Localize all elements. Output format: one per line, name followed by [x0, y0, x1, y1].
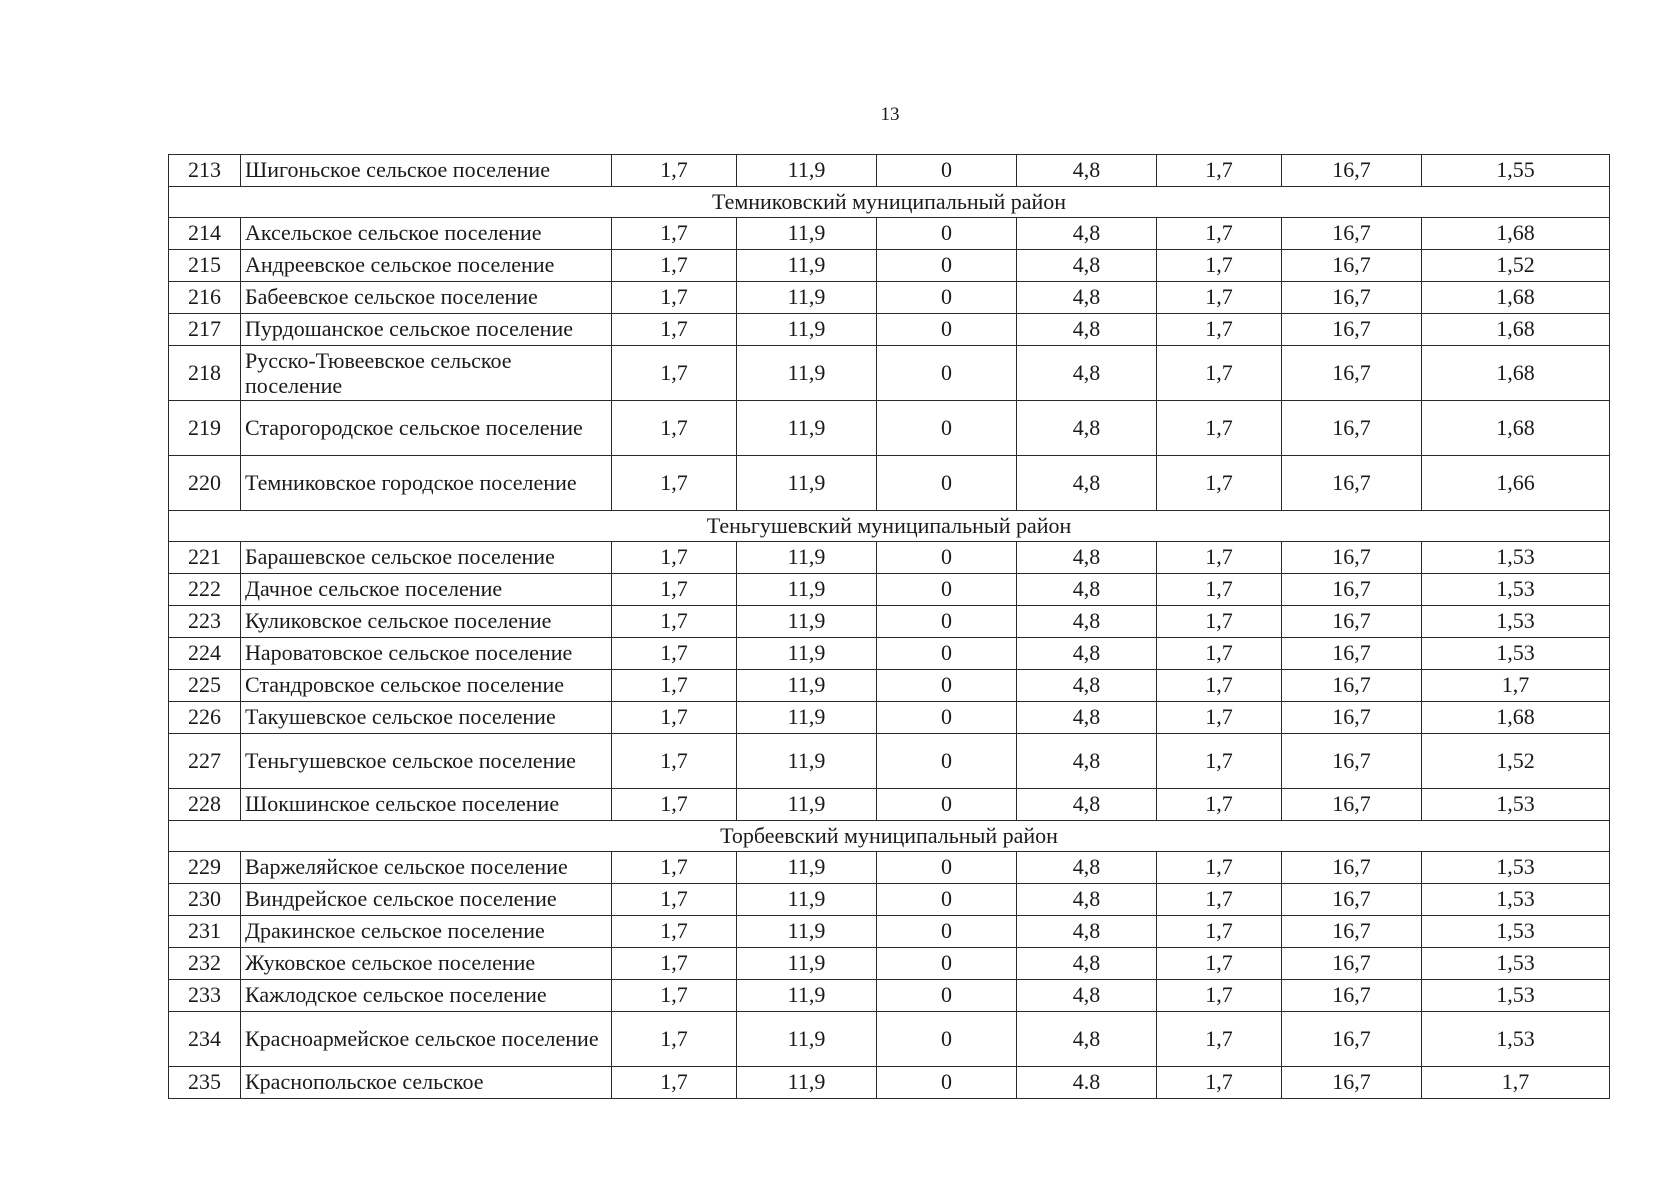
row-number: 220	[169, 456, 241, 511]
value-cell-6: 16,7	[1282, 574, 1422, 606]
value-cell-4: 4,8	[1017, 155, 1157, 187]
settlement-name: Дачное сельское поселение	[241, 574, 612, 606]
row-number: 230	[169, 884, 241, 916]
value-cell-2: 11,9	[737, 670, 877, 702]
value-cell-1: 1,7	[612, 218, 737, 250]
value-cell-3: 0	[877, 218, 1017, 250]
value-cell-3: 0	[877, 948, 1017, 980]
settlement-name: Барашевское сельское поселение	[241, 542, 612, 574]
settlement-name: Такушевское сельское поселение	[241, 702, 612, 734]
district-section-row	[169, 821, 1610, 852]
table-row	[169, 948, 1610, 980]
value-cell-6: 16,7	[1282, 670, 1422, 702]
value-cell-6: 16,7	[1282, 346, 1422, 401]
value-cell-5: 1,7	[1157, 948, 1282, 980]
row-number: 228	[169, 789, 241, 821]
table-container	[168, 154, 1609, 1099]
row-number: 215	[169, 250, 241, 282]
value-cell-1: 1,7	[612, 456, 737, 511]
value-cell-2: 11,9	[737, 606, 877, 638]
value-cell-4: 4,8	[1017, 346, 1157, 401]
row-number: 221	[169, 542, 241, 574]
value-cell-7: 1,68	[1422, 702, 1610, 734]
value-cell-1: 1,7	[612, 155, 737, 187]
value-cell-6: 16,7	[1282, 980, 1422, 1012]
row-number: 224	[169, 638, 241, 670]
value-cell-1: 1,7	[612, 948, 737, 980]
value-cell-1: 1,7	[612, 980, 737, 1012]
value-cell-4: 4,8	[1017, 852, 1157, 884]
row-number: 229	[169, 852, 241, 884]
value-cell-4: 4,8	[1017, 250, 1157, 282]
value-cell-5: 1,7	[1157, 670, 1282, 702]
value-cell-2: 11,9	[737, 574, 877, 606]
value-cell-5: 1,7	[1157, 346, 1282, 401]
settlement-name: Теньгушевское сельское поселение	[241, 734, 612, 789]
value-cell-2: 11,9	[737, 1012, 877, 1067]
value-cell-3: 0	[877, 916, 1017, 948]
settlement-name: Куликовское сельское поселение	[241, 606, 612, 638]
value-cell-3: 0	[877, 789, 1017, 821]
value-cell-6: 16,7	[1282, 282, 1422, 314]
value-cell-3: 0	[877, 456, 1017, 511]
value-cell-7: 1,52	[1422, 250, 1610, 282]
value-cell-1: 1,7	[612, 542, 737, 574]
value-cell-6: 16,7	[1282, 916, 1422, 948]
value-cell-7: 1,52	[1422, 734, 1610, 789]
data-table	[168, 154, 1610, 1099]
value-cell-6: 16,7	[1282, 250, 1422, 282]
value-cell-2: 11,9	[737, 702, 877, 734]
value-cell-3: 0	[877, 401, 1017, 456]
table-row	[169, 638, 1610, 670]
value-cell-5: 1,7	[1157, 702, 1282, 734]
value-cell-3: 0	[877, 852, 1017, 884]
settlement-name: Жуковское сельское поселение	[241, 948, 612, 980]
value-cell-5: 1,7	[1157, 456, 1282, 511]
value-cell-6: 16,7	[1282, 638, 1422, 670]
value-cell-7: 1,53	[1422, 852, 1610, 884]
row-number: 213	[169, 155, 241, 187]
value-cell-3: 0	[877, 574, 1017, 606]
settlement-name: Русско-Тювеевское сельское поселение	[241, 346, 612, 401]
row-number: 226	[169, 702, 241, 734]
value-cell-4: 4,8	[1017, 542, 1157, 574]
settlement-name: Темниковское городское поселение	[241, 456, 612, 511]
value-cell-1: 1,7	[612, 884, 737, 916]
value-cell-5: 1,7	[1157, 574, 1282, 606]
value-cell-6: 16,7	[1282, 401, 1422, 456]
value-cell-6: 16,7	[1282, 1067, 1422, 1099]
value-cell-4: 4,8	[1017, 789, 1157, 821]
value-cell-6: 16,7	[1282, 314, 1422, 346]
value-cell-1: 1,7	[612, 574, 737, 606]
value-cell-5: 1,7	[1157, 884, 1282, 916]
value-cell-7: 1,53	[1422, 789, 1610, 821]
row-number: 216	[169, 282, 241, 314]
table-row	[169, 218, 1610, 250]
value-cell-4: 4,8	[1017, 574, 1157, 606]
table-row	[169, 884, 1610, 916]
value-cell-4: 4,8	[1017, 314, 1157, 346]
value-cell-4: 4,8	[1017, 980, 1157, 1012]
value-cell-1: 1,7	[612, 401, 737, 456]
value-cell-6: 16,7	[1282, 606, 1422, 638]
table-row	[169, 314, 1610, 346]
value-cell-7: 1,68	[1422, 346, 1610, 401]
value-cell-3: 0	[877, 250, 1017, 282]
value-cell-5: 1,7	[1157, 401, 1282, 456]
value-cell-3: 0	[877, 702, 1017, 734]
value-cell-3: 0	[877, 542, 1017, 574]
value-cell-4: 4,8	[1017, 734, 1157, 789]
table-row	[169, 542, 1610, 574]
value-cell-5: 1,7	[1157, 218, 1282, 250]
value-cell-4: 4,8	[1017, 401, 1157, 456]
value-cell-1: 1,7	[612, 670, 737, 702]
settlement-name: Шокшинское сельское поселение	[241, 789, 612, 821]
settlement-name: Краснопольское сельское	[241, 1067, 612, 1099]
value-cell-1: 1,7	[612, 1067, 737, 1099]
district-section-title: Торбеевский муниципальный район	[169, 821, 1610, 852]
settlement-name: Нароватовское сельское поселение	[241, 638, 612, 670]
value-cell-2: 11,9	[737, 456, 877, 511]
value-cell-4: 4,8	[1017, 606, 1157, 638]
value-cell-7: 1,53	[1422, 916, 1610, 948]
value-cell-1: 1,7	[612, 606, 737, 638]
value-cell-2: 11,9	[737, 218, 877, 250]
value-cell-7: 1,53	[1422, 542, 1610, 574]
value-cell-1: 1,7	[612, 852, 737, 884]
value-cell-5: 1,7	[1157, 606, 1282, 638]
value-cell-1: 1,7	[612, 702, 737, 734]
value-cell-4: 4,8	[1017, 282, 1157, 314]
row-number: 234	[169, 1012, 241, 1067]
settlement-name: Аксельское сельское поселение	[241, 218, 612, 250]
value-cell-1: 1,7	[612, 250, 737, 282]
value-cell-3: 0	[877, 980, 1017, 1012]
value-cell-2: 11,9	[737, 916, 877, 948]
value-cell-3: 0	[877, 155, 1017, 187]
row-number: 214	[169, 218, 241, 250]
value-cell-1: 1,7	[612, 282, 737, 314]
value-cell-4: 4.8	[1017, 1067, 1157, 1099]
district-section-row	[169, 511, 1610, 542]
value-cell-2: 11,9	[737, 734, 877, 789]
value-cell-7: 1,7	[1422, 670, 1610, 702]
value-cell-2: 11,9	[737, 542, 877, 574]
table-row	[169, 282, 1610, 314]
table-row	[169, 670, 1610, 702]
value-cell-2: 11,9	[737, 884, 877, 916]
table-row	[169, 250, 1610, 282]
settlement-name: Стандровское сельское поселение	[241, 670, 612, 702]
value-cell-4: 4,8	[1017, 456, 1157, 511]
value-cell-4: 4,8	[1017, 884, 1157, 916]
settlement-name: Виндрейское сельское поселение	[241, 884, 612, 916]
table-row	[169, 734, 1610, 789]
value-cell-5: 1,7	[1157, 282, 1282, 314]
value-cell-3: 0	[877, 1012, 1017, 1067]
value-cell-7: 1,68	[1422, 218, 1610, 250]
page-number: 13	[880, 104, 900, 125]
row-number: 231	[169, 916, 241, 948]
value-cell-3: 0	[877, 314, 1017, 346]
value-cell-6: 16,7	[1282, 884, 1422, 916]
settlement-name: Бабеевское сельское поселение	[241, 282, 612, 314]
value-cell-4: 4,8	[1017, 948, 1157, 980]
value-cell-7: 1,7	[1422, 1067, 1610, 1099]
value-cell-5: 1,7	[1157, 638, 1282, 670]
value-cell-7: 1,53	[1422, 574, 1610, 606]
row-number: 222	[169, 574, 241, 606]
table-row	[169, 852, 1610, 884]
table-row	[169, 789, 1610, 821]
settlement-name: Кажлодское сельское поселение	[241, 980, 612, 1012]
value-cell-4: 4,8	[1017, 670, 1157, 702]
value-cell-7: 1,55	[1422, 155, 1610, 187]
value-cell-1: 1,7	[612, 638, 737, 670]
table-row	[169, 155, 1610, 187]
value-cell-3: 0	[877, 282, 1017, 314]
settlement-name: Андреевское сельское поселение	[241, 250, 612, 282]
value-cell-2: 11,9	[737, 948, 877, 980]
value-cell-6: 16,7	[1282, 1012, 1422, 1067]
value-cell-2: 11,9	[737, 1067, 877, 1099]
table-row	[169, 346, 1610, 401]
value-cell-6: 16,7	[1282, 852, 1422, 884]
value-cell-6: 16,7	[1282, 789, 1422, 821]
value-cell-2: 11,9	[737, 250, 877, 282]
settlement-name: Старогородское сельское поселение	[241, 401, 612, 456]
value-cell-2: 11,9	[737, 314, 877, 346]
table-row	[169, 980, 1610, 1012]
row-number: 233	[169, 980, 241, 1012]
value-cell-6: 16,7	[1282, 702, 1422, 734]
value-cell-7: 1,53	[1422, 1012, 1610, 1067]
value-cell-4: 4,8	[1017, 702, 1157, 734]
value-cell-6: 16,7	[1282, 456, 1422, 511]
value-cell-3: 0	[877, 346, 1017, 401]
value-cell-7: 1,53	[1422, 948, 1610, 980]
table-row	[169, 606, 1610, 638]
value-cell-6: 16,7	[1282, 218, 1422, 250]
value-cell-4: 4,8	[1017, 218, 1157, 250]
table-row	[169, 456, 1610, 511]
value-cell-3: 0	[877, 884, 1017, 916]
value-cell-7: 1,53	[1422, 980, 1610, 1012]
value-cell-3: 0	[877, 606, 1017, 638]
value-cell-6: 16,7	[1282, 948, 1422, 980]
value-cell-7: 1,68	[1422, 282, 1610, 314]
value-cell-5: 1,7	[1157, 542, 1282, 574]
value-cell-5: 1,7	[1157, 1012, 1282, 1067]
value-cell-5: 1,7	[1157, 314, 1282, 346]
value-cell-7: 1,53	[1422, 638, 1610, 670]
value-cell-1: 1,7	[612, 789, 737, 821]
row-number: 225	[169, 670, 241, 702]
row-number: 217	[169, 314, 241, 346]
row-number: 227	[169, 734, 241, 789]
value-cell-2: 11,9	[737, 401, 877, 456]
value-cell-3: 0	[877, 670, 1017, 702]
value-cell-1: 1,7	[612, 916, 737, 948]
row-number: 219	[169, 401, 241, 456]
settlement-name: Красноармейское сельское поселение	[241, 1012, 612, 1067]
value-cell-7: 1,68	[1422, 401, 1610, 456]
value-cell-4: 4,8	[1017, 1012, 1157, 1067]
settlement-name: Шигоньское сельское поселение	[241, 155, 612, 187]
value-cell-1: 1,7	[612, 734, 737, 789]
settlement-name: Пурдошанское сельское поселение	[241, 314, 612, 346]
district-section-title: Теньгушевский муниципальный район	[169, 511, 1610, 542]
value-cell-7: 1,53	[1422, 606, 1610, 638]
value-cell-6: 16,7	[1282, 734, 1422, 789]
district-section-title: Темниковский муниципальный район	[169, 187, 1610, 218]
value-cell-5: 1,7	[1157, 250, 1282, 282]
value-cell-7: 1,66	[1422, 456, 1610, 511]
value-cell-2: 11,9	[737, 789, 877, 821]
value-cell-3: 0	[877, 1067, 1017, 1099]
value-cell-5: 1,7	[1157, 1067, 1282, 1099]
settlement-name: Дракинское сельское поселение	[241, 916, 612, 948]
value-cell-2: 11,9	[737, 346, 877, 401]
row-number: 235	[169, 1067, 241, 1099]
value-cell-2: 11,9	[737, 980, 877, 1012]
value-cell-2: 11,9	[737, 282, 877, 314]
table-row	[169, 401, 1610, 456]
table-row	[169, 1067, 1610, 1099]
settlement-name: Варжеляйское сельское поселение	[241, 852, 612, 884]
value-cell-2: 11,9	[737, 852, 877, 884]
row-number: 232	[169, 948, 241, 980]
table-row	[169, 1012, 1610, 1067]
value-cell-3: 0	[877, 734, 1017, 789]
table-row	[169, 702, 1610, 734]
table-row	[169, 916, 1610, 948]
value-cell-1: 1,7	[612, 1012, 737, 1067]
row-number: 223	[169, 606, 241, 638]
value-cell-1: 1,7	[612, 314, 737, 346]
value-cell-5: 1,7	[1157, 789, 1282, 821]
value-cell-6: 16,7	[1282, 542, 1422, 574]
value-cell-4: 4,8	[1017, 638, 1157, 670]
value-cell-5: 1,7	[1157, 155, 1282, 187]
district-section-row	[169, 187, 1610, 218]
row-number: 218	[169, 346, 241, 401]
table-body	[169, 155, 1610, 1099]
value-cell-5: 1,7	[1157, 980, 1282, 1012]
value-cell-7: 1,53	[1422, 884, 1610, 916]
value-cell-5: 1,7	[1157, 852, 1282, 884]
value-cell-2: 11,9	[737, 638, 877, 670]
value-cell-7: 1,68	[1422, 314, 1610, 346]
value-cell-3: 0	[877, 638, 1017, 670]
value-cell-5: 1,7	[1157, 916, 1282, 948]
value-cell-1: 1,7	[612, 346, 737, 401]
value-cell-6: 16,7	[1282, 155, 1422, 187]
value-cell-4: 4,8	[1017, 916, 1157, 948]
value-cell-2: 11,9	[737, 155, 877, 187]
value-cell-5: 1,7	[1157, 734, 1282, 789]
table-row	[169, 574, 1610, 606]
